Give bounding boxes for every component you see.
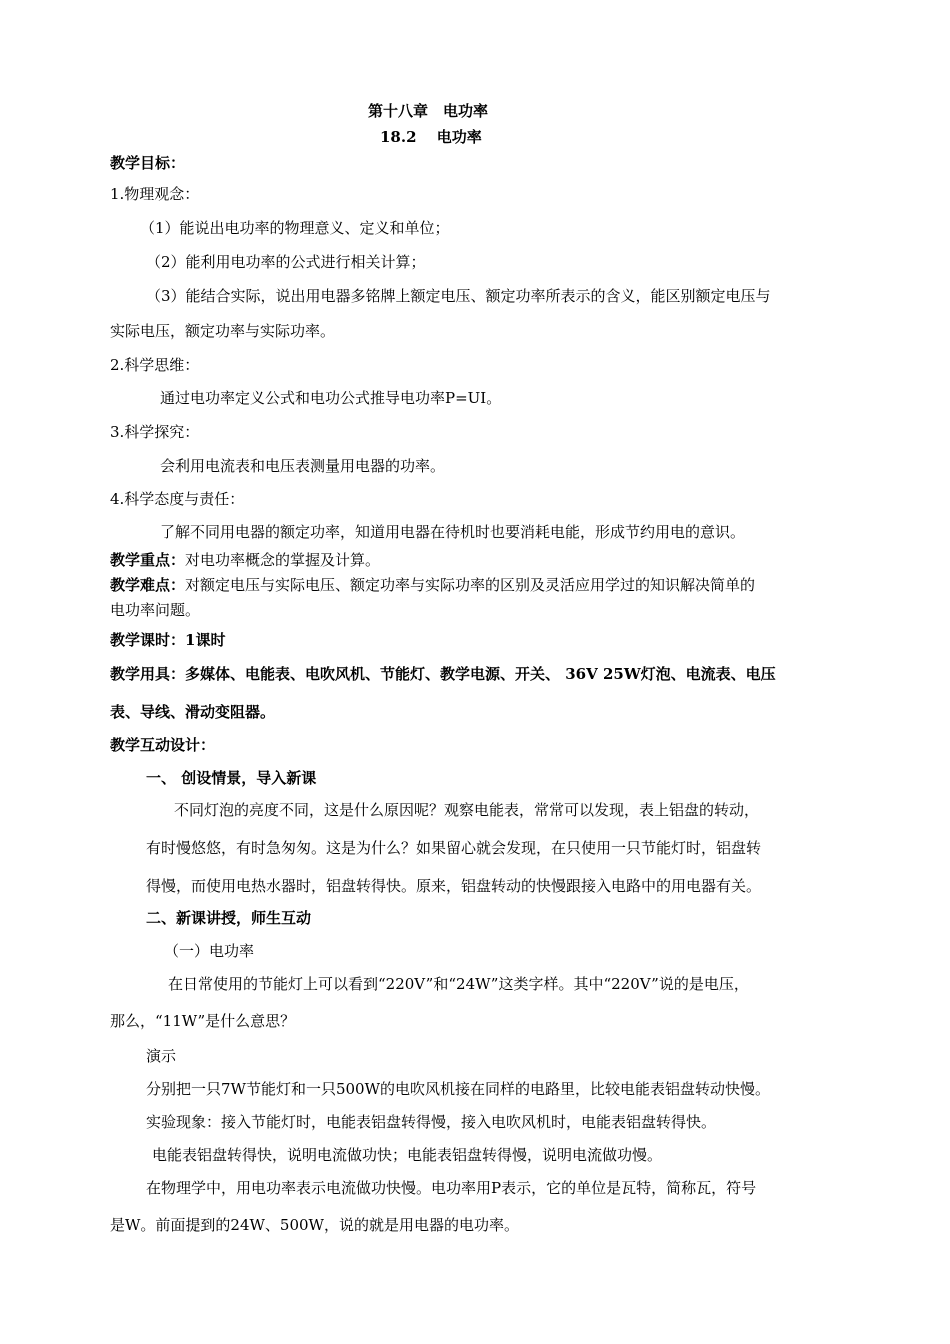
difficulty-text: 对额定电压与实际电压、额定功率与实际功率的区别及灵活应用学过的知识解决简单的 [185, 576, 756, 594]
experiment-phenomenon: 实验现象：接入节能灯时，电能表铝盘转得慢，接入电吹风机时，电能表铝盘转得快。 [146, 1113, 717, 1131]
teaching-tools-line2: 表、导线、滑动变阻器。 [110, 703, 276, 721]
objective-1c: （3）能结合实际，说出用电器多铭牌上额定电压、额定功率所表示的含义，能区别额定电压与 [146, 287, 771, 305]
section-title: 18.2 电功率 [380, 128, 482, 146]
paragraph1-line2: 那么，“11W”是什么意思？ [110, 1012, 296, 1030]
objective-1b: （2）能利用电功率的公式进行相关计算； [146, 253, 426, 271]
chapter-title: 第十八章 电功率 [368, 102, 489, 120]
objective-1-title: 1.物理观念： [110, 185, 200, 203]
paragraph2-line2: 是W。前面提到的24W、500W，说的就是用电器的电功率。 [110, 1216, 519, 1234]
key-point-label: 教学重点： [110, 551, 186, 569]
part1-paragraph-line1: 不同灯泡的亮度不同，这是什么原因呢？观察电能表，常常可以发现，表上铝盘的转动， [174, 801, 760, 819]
demo-label: 演示 [146, 1047, 177, 1065]
teaching-tools-line1: 教学用具：多媒体、电能表、电吹风机、节能灯、教学电源、开关、 36V 25W灯泡、电流表、电压 [110, 665, 776, 683]
experiment-conclusion: 电能表铝盘转得快，说明电流做功快；电能表铝盘转得慢，说明电流做功慢。 [152, 1146, 663, 1164]
objective-2-title: 2.科学思维： [110, 356, 200, 374]
objective-2-text: 通过电功率定义公式和电功公式推导电功率P=UI。 [160, 389, 502, 407]
paragraph1-line1: 在日常使用的节能灯上可以看到“220V”和“24W”这类字样。其中“220V”说的是电压， [168, 975, 749, 993]
objectives-heading: 教学目标： [110, 154, 186, 172]
key-point [110, 550, 380, 570]
paragraph2-line1: 在物理学中，用电功率表示电流做功快慢。电功率用P表示，它的单位是瓦特，简称瓦，符号 [146, 1179, 757, 1197]
objective-1a: （1）能说出电功率的物理意义、定义和单位； [140, 219, 450, 237]
demo-text: 分别把一只7W节能灯和一只500W的电吹风机接在同样的电路里，比较电能表铝盘转动快慢。 [146, 1080, 771, 1098]
difficulty-cont: 电功率问题。 [110, 601, 201, 619]
subsection-power: （一）电功率 [164, 942, 255, 960]
difficulty-label: 教学难点： [110, 576, 186, 594]
part1-paragraph-line3: 得慢，而使用电热水器时，铝盘转得快。原来，铝盘转动的快慢跟接入电路中的用电器有关。 [146, 877, 762, 895]
difficulty [110, 575, 755, 595]
design-heading: 教学互动设计： [110, 736, 216, 754]
objective-4-title: 4.科学态度与责任： [110, 490, 245, 508]
class-hours: 教学课时：1课时 [110, 631, 226, 649]
objective-3-title: 3.科学探究： [110, 423, 200, 441]
key-point-text: 对电功率概念的掌握及计算。 [185, 551, 381, 569]
objective-4-text: 了解不同用电器的额定功率，知道用电器在待机时也要消耗电能，形成节约用电的意识。 [160, 523, 746, 541]
objective-1c-cont: 实际电压，额定功率与实际功率。 [110, 322, 336, 340]
part2-title: 二、新课讲授，师生互动 [146, 909, 312, 927]
part1-paragraph-line2: 有时慢悠悠，有时急匆匆。这是为什么？如果留心就会发现，在只使用一只节能灯时，铝盘转 [146, 839, 762, 857]
objective-3-text: 会利用电流表和电压表测量用电器的功率。 [160, 457, 446, 475]
part1-title: 一、 创设情景，导入新课 [146, 769, 317, 787]
